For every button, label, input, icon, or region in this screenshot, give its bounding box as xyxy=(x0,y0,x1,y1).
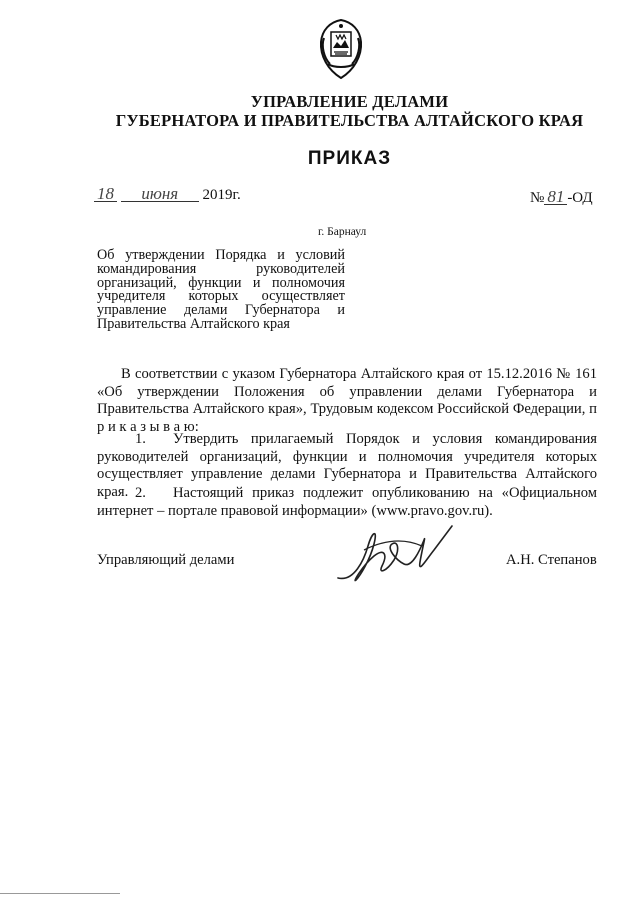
date-month: июня xyxy=(121,187,199,202)
document-subject: Об утверждении Порядка и условий командирования руководителей организаций, функции и полномочия учредителя которых осуществляет управление делами Губернатора и Правительства Алтайского края xyxy=(97,247,345,332)
preamble-paragraph xyxy=(97,366,597,436)
org-name-line2: ГУБЕРНАТОРА И ПРАВИТЕЛЬСТВА АЛТАЙСКОГО КРАЯ xyxy=(115,111,584,130)
document-type: ПРИКАЗ xyxy=(307,148,392,169)
item-text: Утвердить прилагаемый Порядок и условия командирования руководителей организаций, функции и полномочия учредителя которых осуществляет управление делами Губернатора и Правительства Алтайского края. xyxy=(97,431,597,500)
order-item-2 xyxy=(97,485,597,520)
document-number xyxy=(530,187,593,207)
item-number: 1. xyxy=(135,431,146,447)
number-value: 81 xyxy=(544,190,567,205)
date-day: 18 xyxy=(94,187,117,202)
signatory-name: А.Н. Степанов xyxy=(506,552,597,568)
handwritten-signature xyxy=(334,520,464,595)
city: г. Барнаул xyxy=(318,226,367,238)
preamble-text: В соответствии с указом Губернатора Алтайского края от 15.12.2016 № 161 «Об утверждении Положения об управлении делами Губернатора и Правительства Алтайского края», Трудовым кодексом Российской Федерации, п р и к а з ы в а ю: xyxy=(97,366,597,435)
number-suffix: -ОД xyxy=(567,190,593,206)
document-date xyxy=(94,184,241,204)
signatory-position: Управляющий делами xyxy=(97,552,235,568)
date-year: 2019г. xyxy=(202,187,241,203)
org-name-line1: УПРАВЛЕНИЕ ДЕЛАМИ xyxy=(250,92,449,111)
item-number: 2. xyxy=(135,485,146,501)
item-text: Настоящий приказ подлежит опубликованию на «Официальном интернет – портале правовой информации» (www.pravo.gov.ru). xyxy=(97,485,597,519)
number-prefix: № xyxy=(530,190,545,206)
coat-of-arms-icon xyxy=(316,18,366,80)
footer-divider xyxy=(0,893,120,894)
